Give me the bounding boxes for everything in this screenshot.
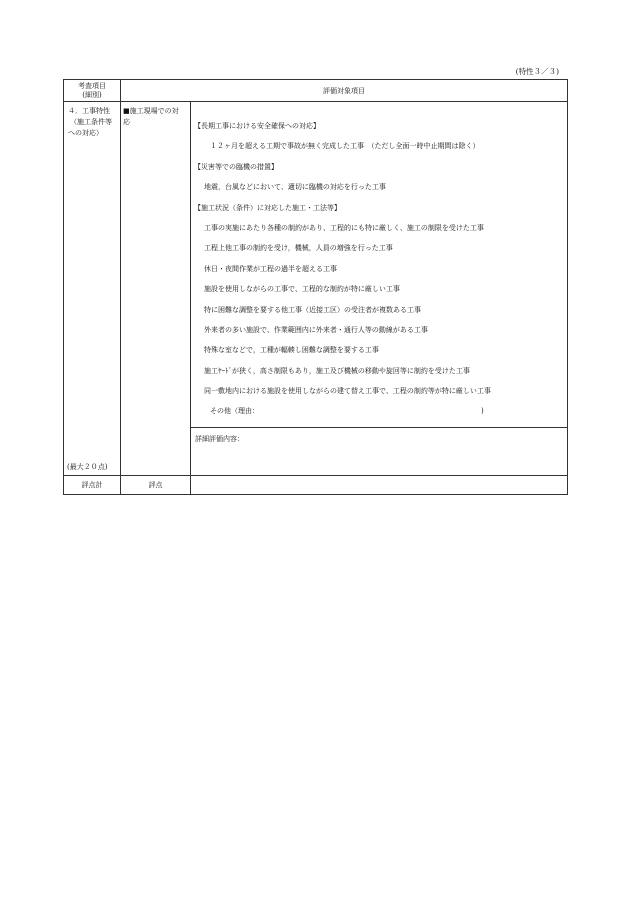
detail-evaluation-row [191,427,567,467]
list-item: 施設を使用しながらの工事で、工程的な制約が特に厳しい工事 [204,285,400,294]
list-item: 工事の実施にあたり各種の制約があり、工程的にも特に厳しく、施工の制限を受けた工事 [204,223,484,232]
list-item: 休日・夜間作業が工程の過半を超える工事 [204,264,337,273]
category-cell [64,102,121,476]
page-label: (特性３／３) [515,67,559,76]
list-item: 同一敷地内における施設を使用しながらの建て替え工事で、工程の制約等が特に厳しい工事 [204,387,491,396]
category-sub-1: （施工条件等 [70,118,112,126]
category-title: ４．工事特性 [68,107,110,115]
subcategory-line2: 応 [123,118,130,126]
section-heading: 【災害等での臨機の措置】 [194,162,278,171]
items-list [191,102,567,427]
score-cell: 評点 [121,476,191,495]
footer-row [64,476,568,495]
list-item: 工程上他工事の制約を受け，機械，人員の増強を行った工事 [204,244,393,253]
category-sub-2: への対応） [68,129,103,137]
list-item: 施工ﾔｰﾄﾞが狭く，高さ制限もあり，施工及び機械の移動や旋回等に制約を受けた工事 [204,366,470,375]
other-close-paren: ) [481,407,484,416]
subcategory-cell [121,102,191,476]
header-item-sublabel: (細別) [82,90,102,99]
list-item: １２ヶ月を超える工期で事故が無く完成した工事 （ただし全面一時中止期間は除く） [210,142,480,151]
list-item: 特殊な室などで，工種が輻輳し困難な調整を要する工事 [204,346,379,355]
items-cell [191,102,568,476]
list-item: 外来者の多い施設で、作業範囲内に外来者・通行人等の動線がある工事 [204,325,428,334]
list-item: 地震，台風などにおいて、適切に臨機の対応を行った工事 [204,183,386,192]
total-score-cell: 評点計 [64,476,121,495]
score-value-cell [191,476,568,495]
section-heading: 【長期工事における安全確保への対応】 [194,122,320,130]
header-item-label: 考査項目 [78,81,106,90]
header-row [64,80,568,102]
list-item: 特に困難な調整を要する他工事（近接工区）の受注者が複数ある工事 [204,305,421,314]
evaluation-table [63,79,568,495]
other-label: その他（理由： [210,407,259,416]
detail-label: 詳細評価内容： [195,434,244,443]
section-heading: 【施工状況（条件）に対応した施工・工法等】 [194,203,341,212]
other-item [194,406,567,426]
header-item-cell [64,80,121,102]
header-target-cell: 評価対象項目 [121,80,568,102]
body-row [64,102,568,476]
max-points: (最大２０点) [67,463,108,471]
subcategory-line1: ■施工現場での対 [123,107,179,115]
